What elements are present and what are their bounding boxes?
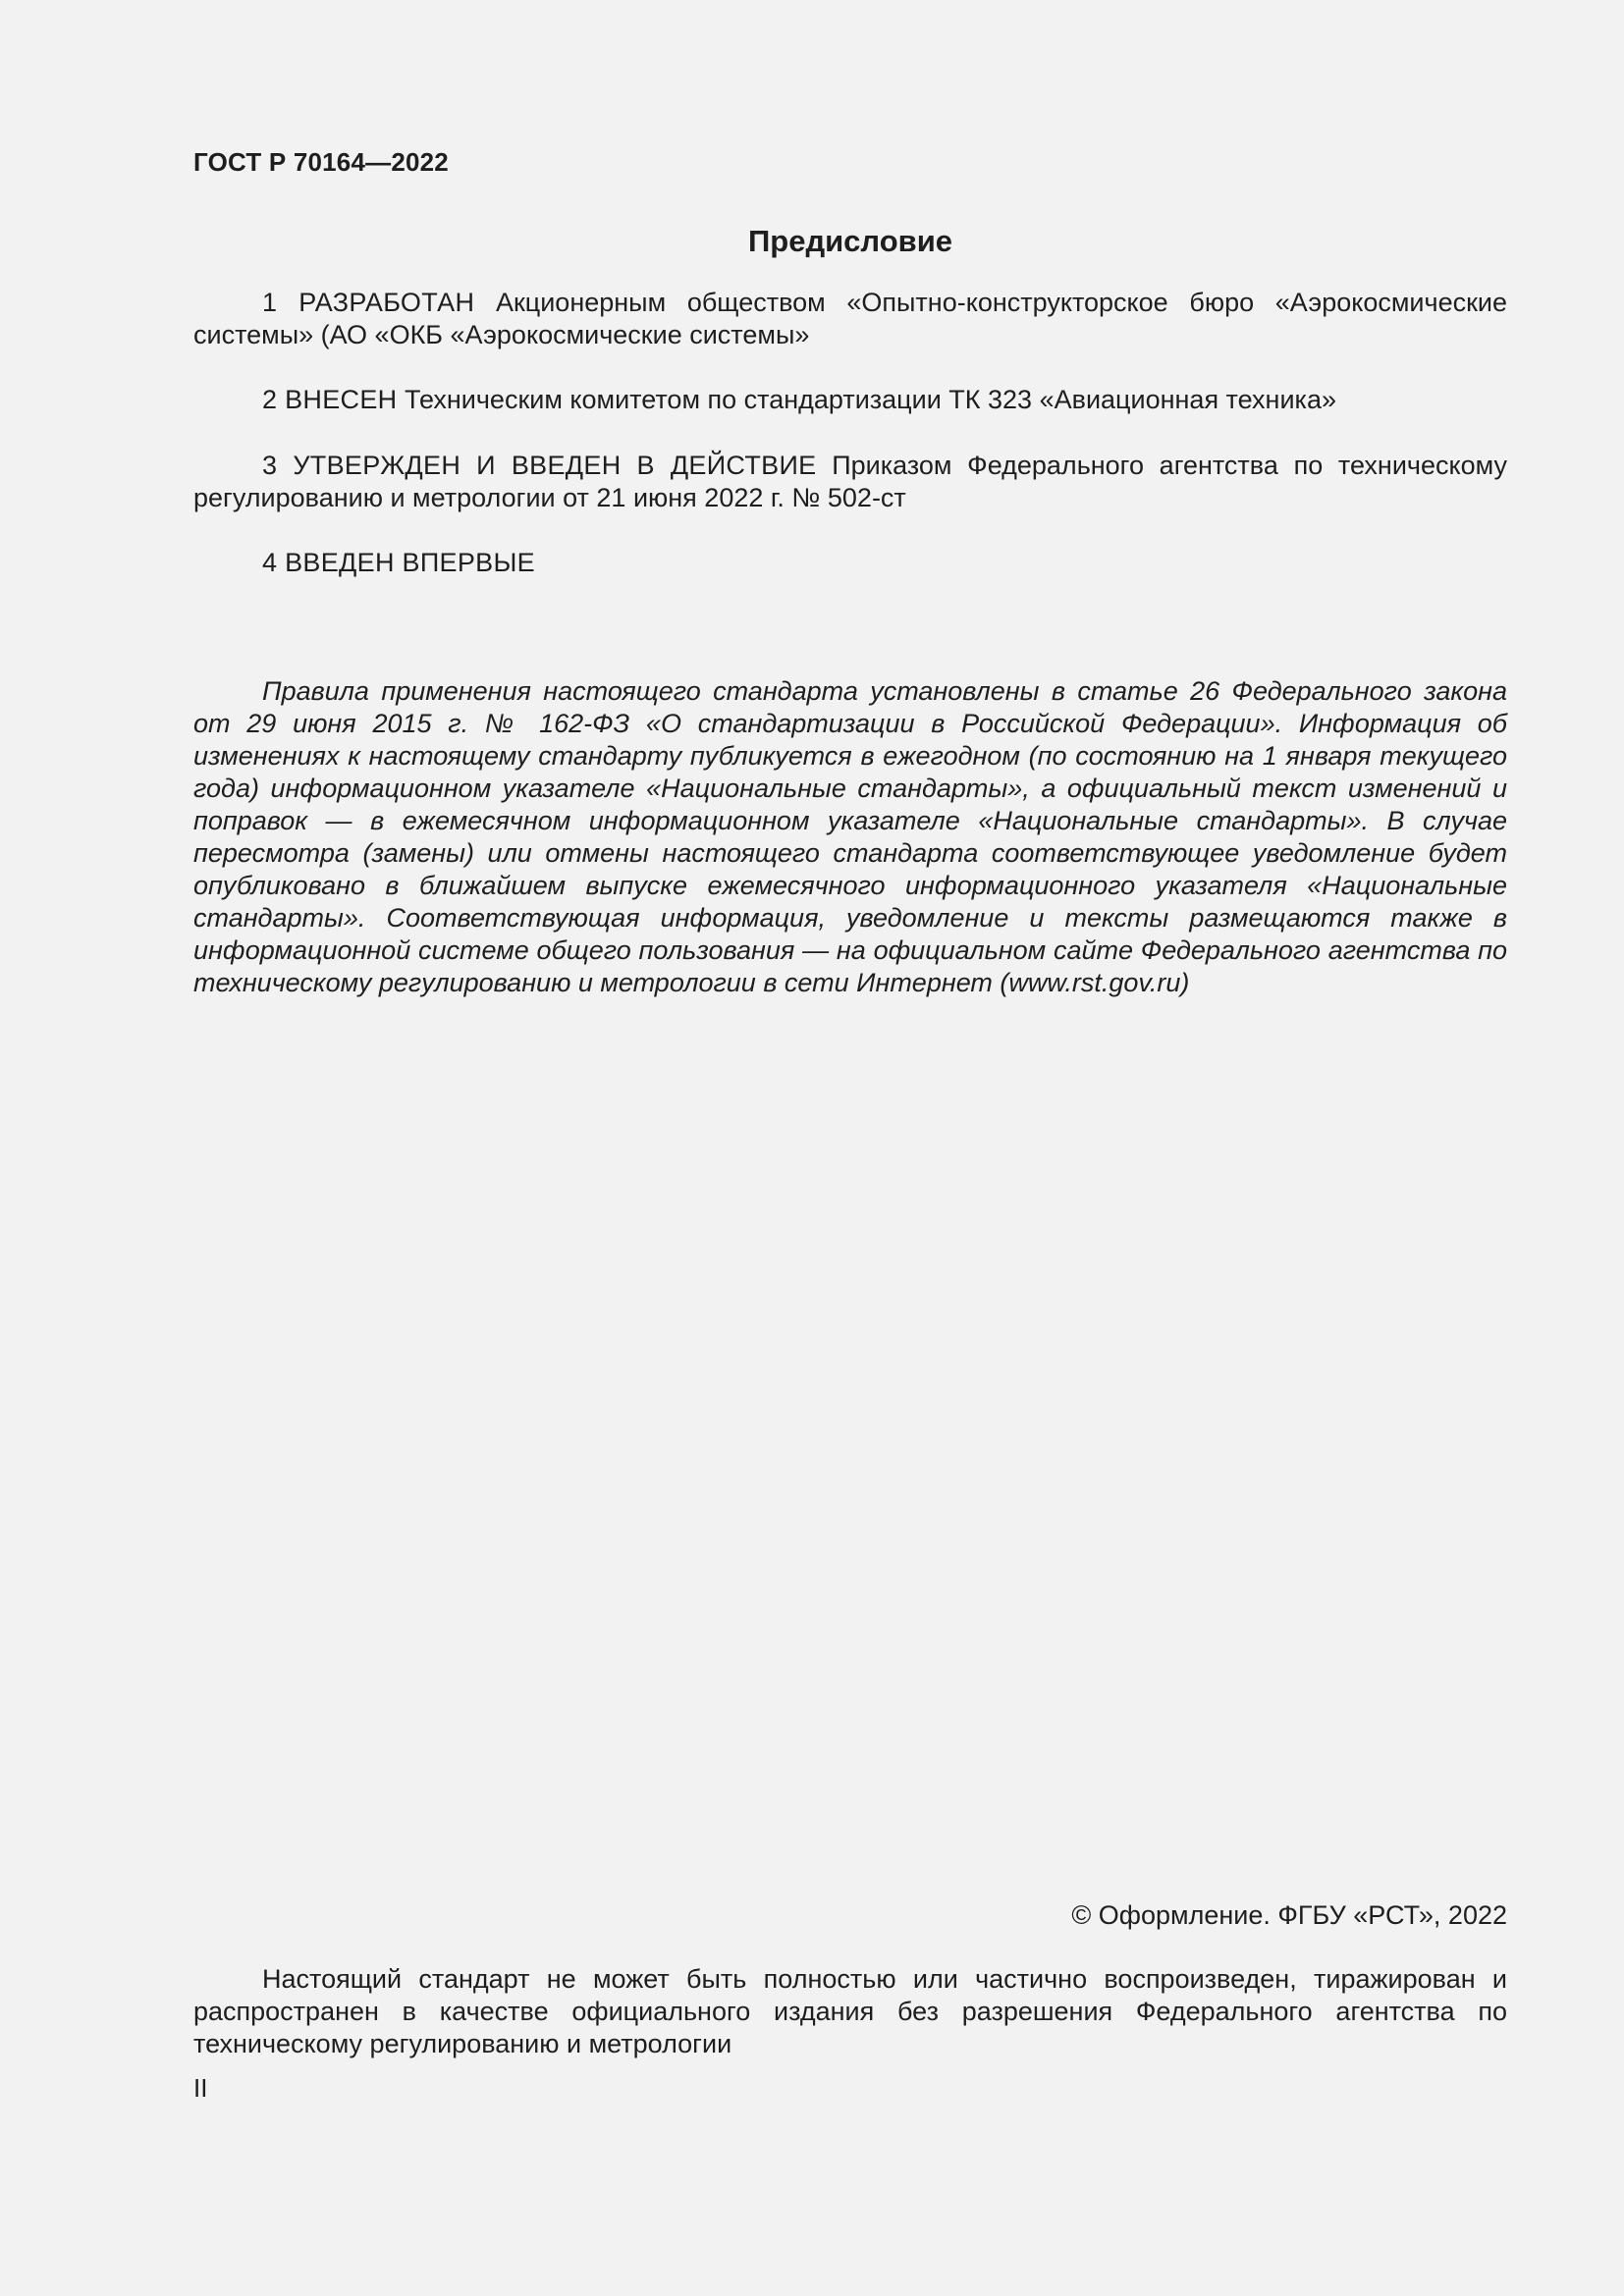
foreword-item-1 — [193, 287, 1507, 351]
foreword-item-lead: 4 ВВЕДЕН ВПЕРВЫЕ — [262, 548, 535, 577]
copyright-line: © Оформление. ФГБУ «РСТ», 2022 — [1071, 1900, 1507, 1930]
foreword-item-2 — [193, 384, 1507, 416]
foreword-item-text — [193, 384, 1507, 416]
foreword-item-text — [193, 287, 1507, 351]
foreword-item-lead: 2 ВНЕСЕН — [262, 385, 398, 414]
foreword-item-body: Техническим комитетом по стандартизации ТК 323 «Авиационная техника» — [404, 385, 1336, 414]
foreword-item-lead: 3 УТВЕРЖДЕН И ВВЕДЕН В ДЕЙСТВИЕ — [262, 451, 817, 480]
foreword-item-body: Акционерным обществом «Опытно-конструкторское бюро «Аэрокосмические системы» (АО «ОКБ «Аэрокосмические системы» — [193, 288, 1507, 349]
page-number: II — [193, 2073, 208, 2103]
foreword-item-body: Приказом Федерального агентства по техническому регулированию и метрологии от 21 июня 2022 г. № 502-ст — [193, 451, 1507, 512]
reproduction-notice — [193, 1963, 1507, 2060]
reproduction-notice-text: Настоящий стандарт не может быть полностью или частично воспроизведен, тиражирован и распространен в качестве официального издания без разрешения Федерального агентства по техническому регулированию и метрологии — [193, 1964, 1507, 2058]
foreword-item-3 — [193, 450, 1507, 514]
rules-note-text: Правила применения настоящего стандарта установлены в статье 26 Федерального закона от 29 июня 2015 г. № 162-ФЗ «О стандартизации в Российской Федерации». Информация об изменениях к настоящему стандарту публикуется в ежегодном (по состоянию на 1 января текущего года) информационном указателе «Национальные стандарты», а официальный текст изменений и поправок — в ежемесячном информационном указателе «Национальные стандарты». В случае пересмотра (замены) или отмены настоящего стандарта соответствующее уведомление будет опубликовано в ближайшем выпуске ежемесячного информационного указателя «Национальные стандарты». Соответствующая информация, уведомление и тексты размещаются также в информационной системе общего пользования — на официальном сайте Федерального агентства по техническому регулированию и метрологии в сети Интернет (www.rst.gov.ru) — [193, 676, 1507, 997]
foreword-item-text — [193, 450, 1507, 514]
page-title: Предисловие — [747, 224, 952, 258]
foreword-item-4 — [193, 547, 1507, 579]
document-code: ГОСТ Р 70164—2022 — [193, 147, 449, 177]
rules-note — [193, 675, 1507, 999]
foreword-item-lead: 1 РАЗРАБОТАН — [262, 288, 475, 317]
foreword-item-text — [193, 547, 1507, 579]
